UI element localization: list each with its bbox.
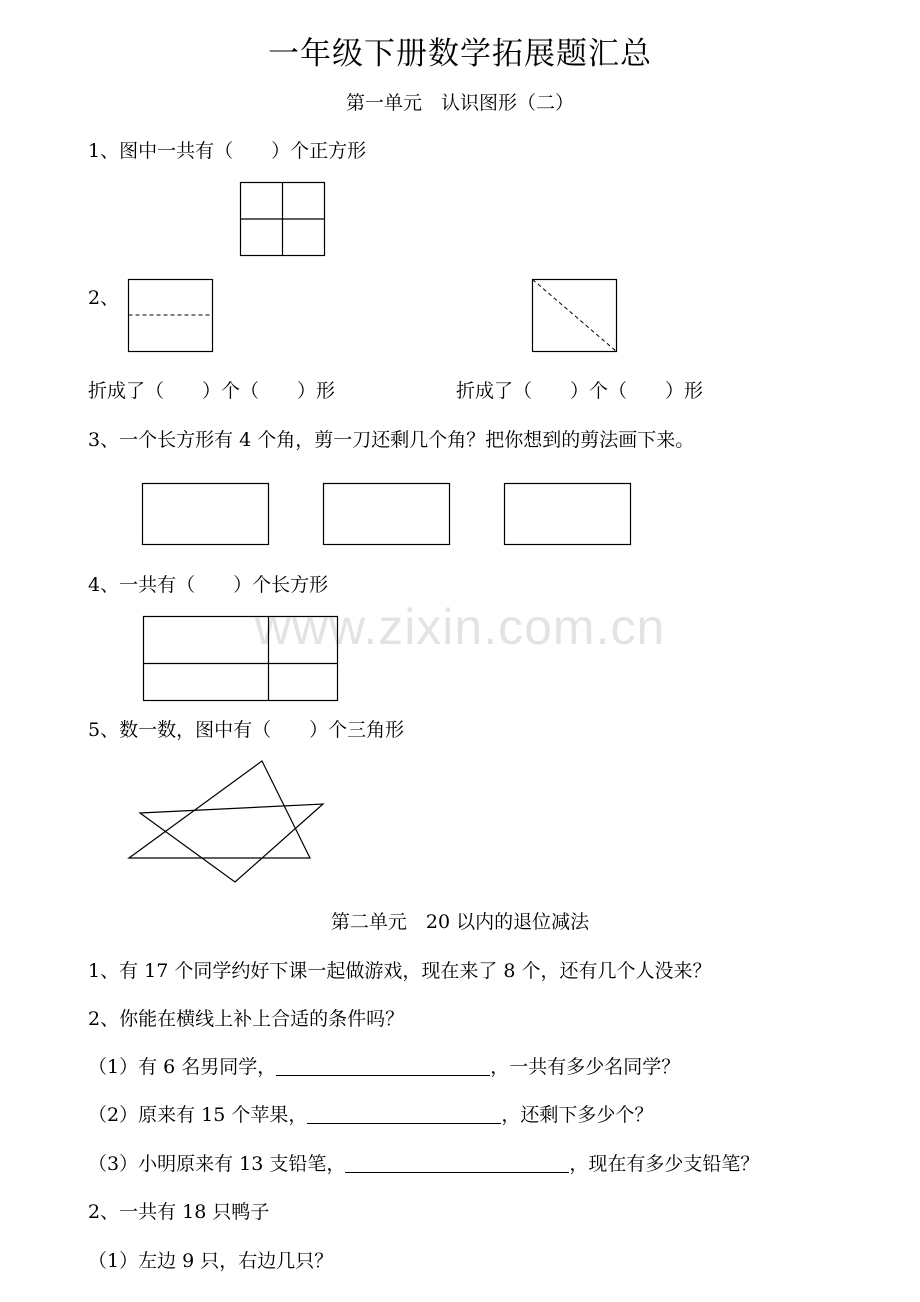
u2-question-1: 1、有 17 个同学约好下课一起做游戏，现在来了 8 个，还有几个人没来？ [88,960,712,982]
u2-sub-question-2 [88,1100,653,1127]
fold-answer-right: 折成了（ ）个（ ）形 [456,380,704,402]
rectangle-drawing-box-3 [504,483,632,546]
u2-sub2-answer-line[interactable] [307,1101,501,1124]
fold-horizontal-figure [128,279,215,354]
u2-sub-question-3 [88,1149,759,1176]
u2-sub-question-1 [88,1052,680,1079]
fold-diagonal-figure [532,279,619,354]
unit1-heading: 第一单元 认识图形（二） [345,92,574,114]
u2-question-2: 2、你能在横线上补上合适的条件吗？ [88,1008,405,1030]
u1-question-1: 1、图中一共有（ ）个正方形 [88,140,367,162]
unit2-heading: 第二单元 20 以内的退位减法 [330,911,590,933]
overlapping-triangles-figure [120,755,330,887]
u2-question-3: 2、一共有 18 只鸭子 [88,1201,270,1223]
fold-answer-left: 折成了（ ）个（ ）形 [88,380,336,402]
rectangle-drawing-box-1 [142,483,270,546]
u2-sub1-answer-line[interactable] [276,1053,490,1076]
u2-question-3-sub-1: （1）左边 9 只，右边几只？ [88,1250,334,1272]
page-title: 一年级下册数学拓展题汇总 [268,36,652,72]
u1-question-3: 3、一个长方形有 4 个角，剪一刀还剩几个角？把你想到的剪法画下来。 [88,429,695,451]
u2-sub3-text-a: （3）小明原来有 13 支铅笔， [88,1153,346,1175]
watermark: www.zixin.com.cn [254,599,666,655]
u2-sub2-text-b: ，还剩下多少个？ [501,1104,654,1126]
u2-sub1-text-a: （1）有 6 名男同学， [88,1056,277,1078]
rectangle-drawing-box-2 [323,483,451,546]
u1-question-2-label: 2、 [88,287,120,309]
u2-sub2-text-a: （2）原来有 15 个苹果， [88,1104,308,1126]
u1-question-5: 5、数一数，图中有（ ）个三角形 [88,719,405,741]
u2-sub1-text-b: ，一共有多少名同学？ [490,1056,681,1078]
u2-sub3-answer-line[interactable] [345,1150,569,1173]
u1-question-4: 4、一共有（ ）个长方形 [88,574,329,596]
square-grid-figure [240,182,326,257]
u2-sub3-text-b: ，现在有多少支铅笔？ [569,1153,760,1175]
